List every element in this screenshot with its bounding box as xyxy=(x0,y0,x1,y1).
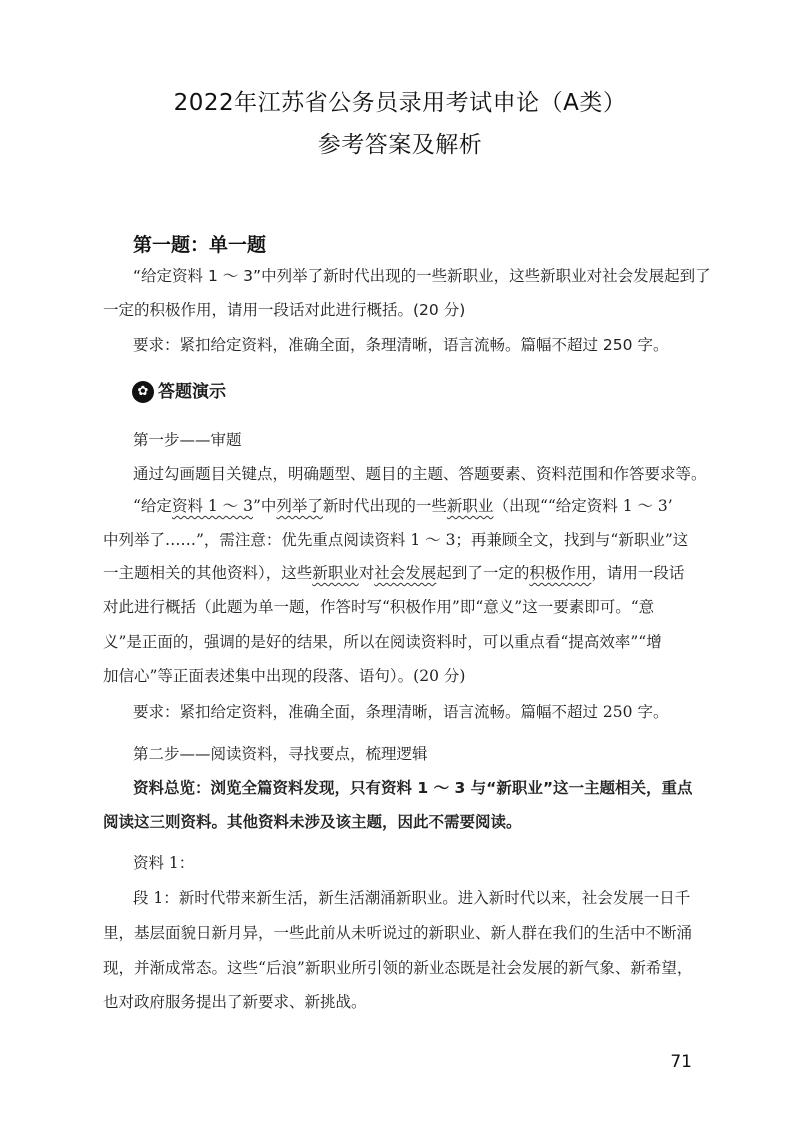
step1-analysis-line xyxy=(103,561,684,583)
question-requirement: 要求：紧扣给定资料，准确全面，条理清晰，语言流畅。篇幅不超过 250 字。 xyxy=(133,336,669,354)
material-paragraph-line: 也对政府服务提出了新要求、新挑战。 xyxy=(103,993,367,1011)
answer-demo-heading xyxy=(132,377,226,403)
document-subtitle: 参考答案及解析 xyxy=(317,132,483,158)
step1-analysis-line xyxy=(133,494,673,516)
keyword-social-development: 社会发展 xyxy=(374,564,437,582)
keyword-list: 列举了 xyxy=(276,497,323,515)
step1-paragraph-line: 通过勾画题目关键点，明确题型、题目的主题、答题要素、资料范围和作答要求等。 xyxy=(133,465,707,483)
material-paragraph-line: 里，基层面貌日新月异，一些此前从未听说过的新职业、新人群在我们的生活中不断涌 xyxy=(103,924,693,942)
text-run: ，请用一段话 xyxy=(591,564,685,582)
text-run: 一主题相关的其他资料），这些 xyxy=(103,564,313,582)
step1-heading: 第一步——审题 xyxy=(133,431,242,449)
material-label: 资料 1： xyxy=(133,854,195,872)
question-text-line: “给定资料 1 ～ 3”中列举了新时代出现的一些新职业，这些新职业对社会发展起到了 xyxy=(133,267,711,285)
material-overview-line: 资料总览：浏览全篇资料发现，只有资料 1 ～ 3 与“新职业”这一主题相关，重点 xyxy=(133,779,693,797)
step1-requirement: 要求：紧扣给定资料，准确全面，条理清晰，语言流畅。篇幅不超过 250 字。 xyxy=(133,703,669,721)
keyword-new-job: 新职业 xyxy=(446,497,494,515)
material-paragraph-line: 现，并渐成常态。这些“后浪”新职业所引领的新业态既是社会发展的新气象、新希望， xyxy=(103,959,693,977)
text-run: 起到了一定的 xyxy=(436,564,530,582)
question-heading: 第一题：单一题 xyxy=(133,234,267,256)
material-overview-line: 阅读这三则资料。其他资料未涉及该主题，因此不需要阅读。 xyxy=(103,813,522,831)
keyword-new-job: 新职业 xyxy=(312,564,359,582)
document-title: 2022年江苏省公务员录用考试申论（A类） xyxy=(173,90,627,116)
question-text-line: 一定的积极作用，请用一段话对此进行概括。(20 分) xyxy=(103,301,466,319)
keyword-positive-effect: 积极作用 xyxy=(529,564,592,582)
step1-analysis-line: 对此进行概括（此题为单一题，作答时写“积极作用”即“意义”这一要素即可。“意 xyxy=(103,598,655,616)
text-run: “给定 xyxy=(133,497,172,515)
step2-heading: 第二步——阅读资料，寻找要点，梳理逻辑 xyxy=(133,745,428,763)
keyword-material-range: 资料 1 ～ 3 xyxy=(171,497,253,515)
step1-analysis-line: 中列举了……”，需注意：优先重点阅读资料 1 ～ 3；再兼顾全文，找到与“新职业”这 xyxy=(103,531,689,549)
material-paragraph-line: 段 1：新时代带来新生活，新生活潮涌新职业。进入新时代以来，社会发展一日千 xyxy=(133,889,691,907)
page-number: 71 xyxy=(670,1052,692,1072)
text-run: ”中 xyxy=(252,497,277,515)
text-run: 对 xyxy=(358,564,375,582)
step1-analysis-line: 义”是正面的，强调的是好的结果，所以在阅读资料时，可以重点看“提高效率”“增 xyxy=(103,633,662,651)
text-run: （出现““给定资料 1 ～ 3’ xyxy=(493,497,673,515)
step1-analysis-line: 加信心”等正面表述集中出现的段落、语句）。(20 分) xyxy=(103,667,466,685)
answer-demo-label: 答题演示 xyxy=(158,382,226,402)
seedling-icon: ✿ xyxy=(132,381,154,403)
text-run: 新时代出现的一些 xyxy=(322,497,447,515)
